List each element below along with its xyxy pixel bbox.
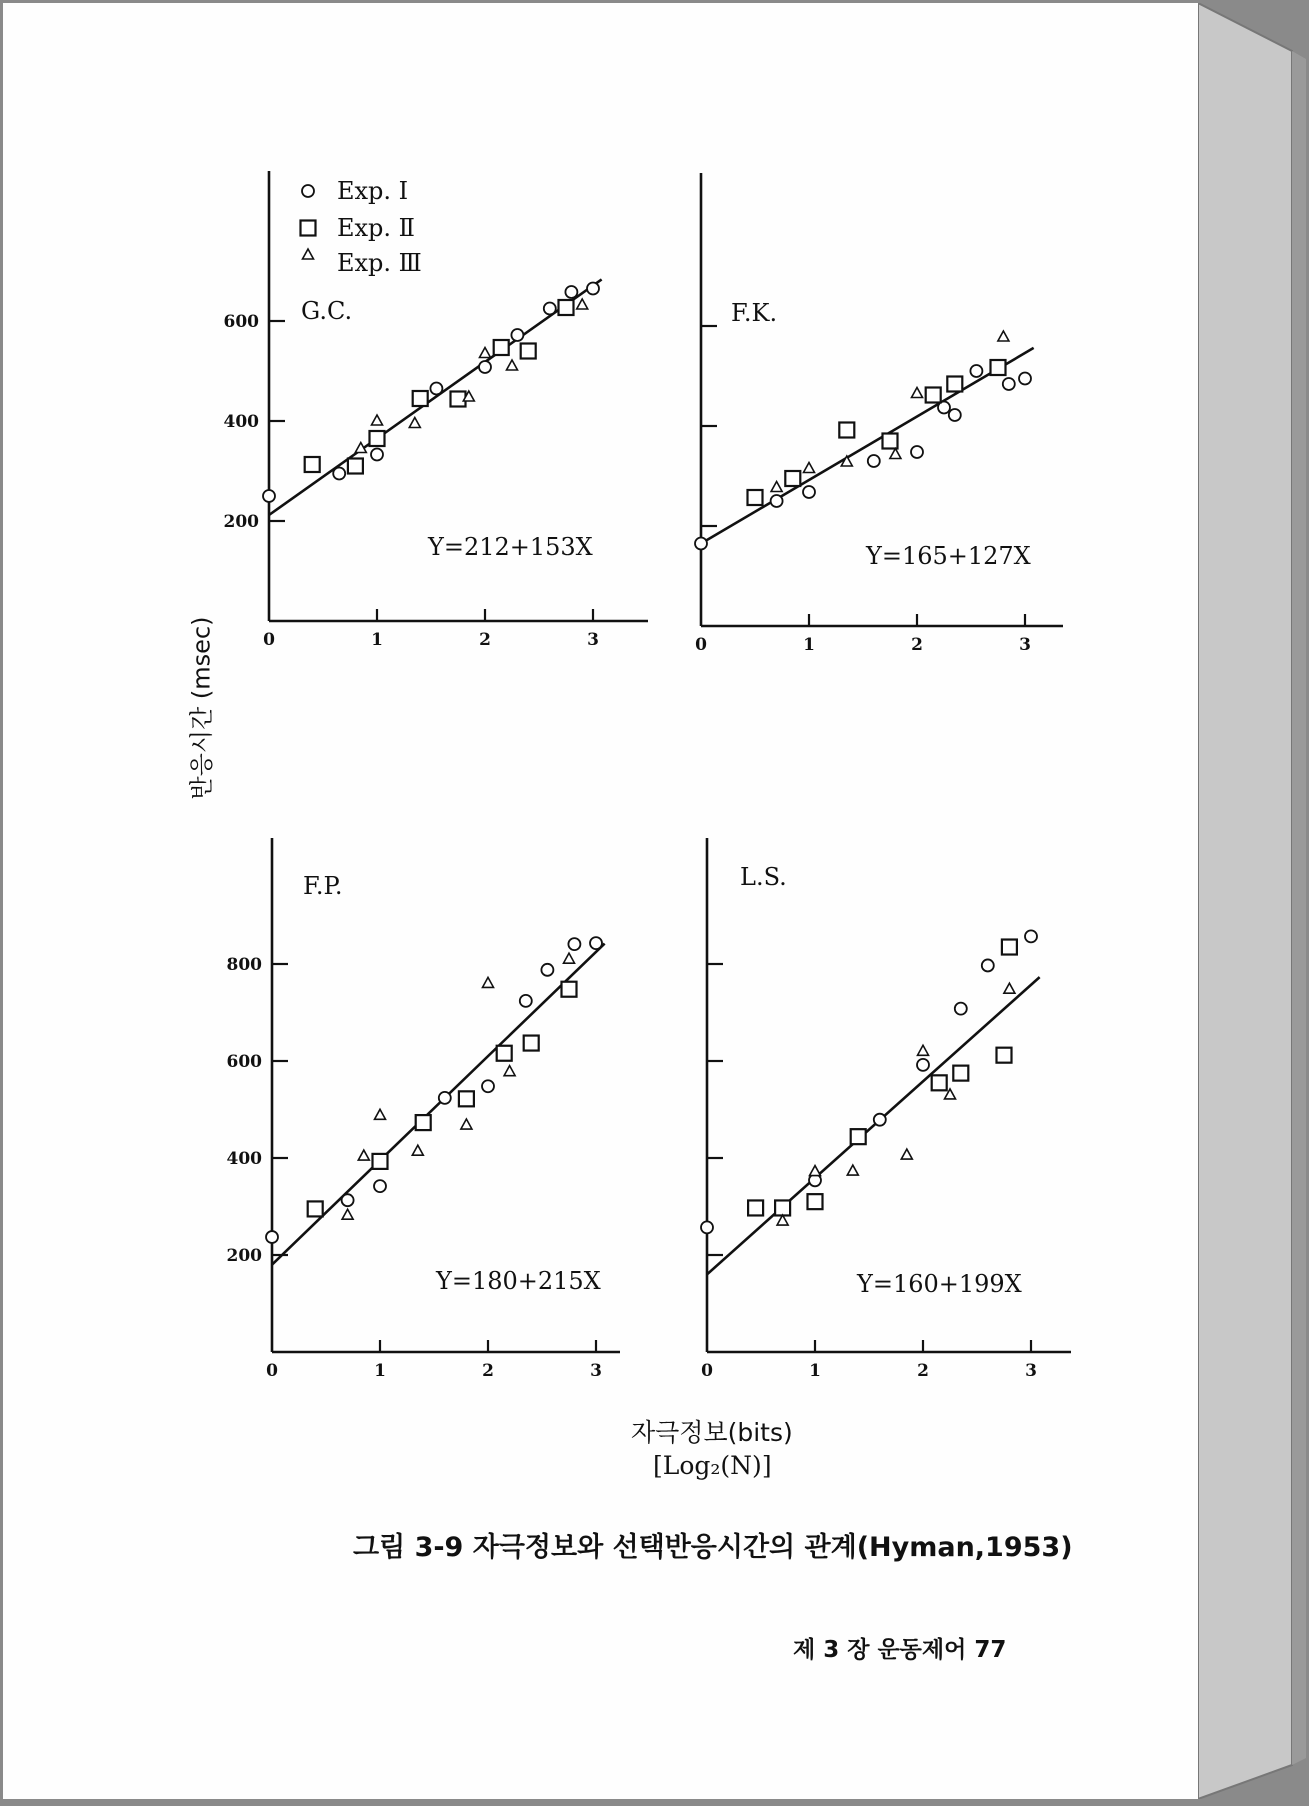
x-tick-label: 2 [482, 1361, 494, 1381]
regression-equation: Y=180+215X [436, 1267, 601, 1295]
x-tick-label: 1 [809, 1361, 821, 1381]
x-tick-label: 1 [371, 630, 383, 650]
y-axis-label: 반응시간 (msec) [187, 616, 216, 800]
x-tick-label: 2 [479, 630, 491, 650]
square-marker [1002, 940, 1017, 955]
square-marker [926, 388, 941, 403]
square-marker [953, 1066, 968, 1081]
triangle-marker [890, 449, 901, 459]
square-marker [497, 1046, 512, 1061]
square-marker [839, 423, 854, 438]
square-marker [559, 300, 574, 315]
triangle-marker [412, 1145, 423, 1155]
square-marker [775, 1200, 790, 1215]
x-tick-label: 0 [701, 1361, 713, 1381]
legend-label: Exp. Ⅱ [337, 214, 415, 242]
x-tick-label: 3 [1019, 635, 1031, 655]
y-tick-label: 600 [223, 312, 259, 332]
x-tick-label: 2 [911, 635, 923, 655]
circle-marker [1025, 930, 1037, 942]
circle-marker [1003, 378, 1015, 390]
circle-marker [590, 937, 602, 949]
square-marker [947, 377, 962, 392]
square-marker [416, 1115, 431, 1130]
circle-marker [911, 446, 923, 458]
figure-caption: 그림 3-9 자극정보와 선택반응시간의 관계(Hyman,1953) [353, 1532, 1073, 1563]
legend [301, 177, 422, 277]
square-marker [370, 431, 385, 446]
circle-marker [695, 538, 707, 550]
y-tick-label: 400 [223, 412, 259, 432]
chart-panel-1 [224, 171, 649, 650]
circle-marker [479, 361, 491, 373]
square-marker [305, 457, 320, 472]
square-marker [748, 490, 763, 505]
triangle-marker [912, 388, 923, 398]
circle-marker [868, 455, 880, 467]
x-axis-sublabel: [Log₂(N)] [653, 1451, 772, 1480]
legend-circle-icon [302, 185, 314, 197]
square-marker [494, 340, 509, 355]
legend-label: Exp. Ⅰ [337, 177, 409, 205]
x-tick-label: 0 [695, 635, 707, 655]
triangle-marker [577, 299, 588, 309]
triangle-marker [901, 1149, 912, 1159]
square-marker [851, 1129, 866, 1144]
circle-marker [544, 303, 556, 315]
triangle-marker [771, 482, 782, 492]
circle-marker [949, 409, 961, 421]
square-marker [883, 434, 898, 449]
triangle-marker [480, 348, 491, 358]
book-spine [1198, 3, 1306, 1799]
circle-marker [803, 486, 815, 498]
circle-marker [955, 1003, 967, 1015]
triangle-marker [1004, 983, 1015, 993]
chart-panel-2 [695, 173, 1063, 655]
square-marker [308, 1201, 323, 1216]
square-marker [932, 1075, 947, 1090]
circle-marker [541, 964, 553, 976]
regression-line [707, 977, 1040, 1274]
square-marker [524, 1036, 539, 1051]
square-marker [451, 392, 466, 407]
circle-marker [701, 1221, 713, 1233]
y-tick-label: 200 [223, 512, 259, 532]
circle-marker [266, 1231, 278, 1243]
triangle-marker [564, 953, 575, 963]
triangle-marker [847, 1165, 858, 1175]
regression-equation: Y=160+199X [857, 1270, 1022, 1298]
legend-square-icon [301, 221, 316, 236]
x-tick-label: 1 [374, 1361, 386, 1381]
panel-title: F.P. [303, 872, 343, 900]
circle-marker [511, 329, 523, 341]
circle-marker [874, 1114, 886, 1126]
y-tick-label: 800 [226, 955, 262, 975]
chart-panel-3 [227, 838, 621, 1381]
circle-marker [430, 383, 442, 395]
square-marker [459, 1091, 474, 1106]
square-marker [413, 391, 428, 406]
x-tick-label: 1 [803, 635, 815, 655]
square-marker [785, 471, 800, 486]
page-footer: 제 3 장 운동제어 77 [793, 1637, 1007, 1663]
triangle-marker [804, 463, 815, 473]
circle-marker [333, 468, 345, 480]
circle-marker [263, 490, 275, 502]
triangle-marker [810, 1166, 821, 1176]
panel-title: F.K. [731, 299, 778, 327]
circle-marker [587, 283, 599, 295]
square-marker [991, 360, 1006, 375]
triangle-marker [483, 977, 494, 987]
square-marker [521, 344, 536, 359]
square-marker [748, 1200, 763, 1215]
circle-marker [374, 1180, 386, 1192]
x-tick-label: 2 [917, 1361, 929, 1381]
circle-marker [565, 286, 577, 298]
x-tick-label: 3 [587, 630, 599, 650]
triangle-marker [375, 1109, 386, 1119]
y-tick-label: 600 [226, 1052, 262, 1072]
x-tick-label: 3 [590, 1361, 602, 1381]
square-marker [373, 1154, 388, 1169]
regression-equation: Y=212+153X [428, 533, 593, 561]
y-tick-label: 400 [226, 1149, 262, 1169]
panel-title: L.S. [740, 863, 787, 891]
circle-marker [771, 495, 783, 507]
chart-panel-4 [701, 838, 1071, 1381]
circle-marker [520, 995, 532, 1007]
square-marker [348, 459, 363, 474]
square-marker [808, 1194, 823, 1209]
triangle-marker [918, 1045, 929, 1055]
triangle-marker [507, 360, 518, 370]
circle-marker [982, 959, 994, 971]
triangle-marker [342, 1209, 353, 1219]
triangle-marker [409, 418, 420, 428]
triangle-marker [504, 1066, 515, 1076]
x-tick-label: 3 [1025, 1361, 1037, 1381]
x-tick-label: 0 [266, 1361, 278, 1381]
circle-marker [568, 938, 580, 950]
regression-line [701, 348, 1034, 544]
circle-marker [970, 365, 982, 377]
circle-marker [1019, 373, 1031, 385]
triangle-marker [998, 331, 1009, 341]
triangle-marker [461, 1119, 472, 1129]
circle-marker [482, 1080, 494, 1092]
square-marker [562, 982, 577, 997]
circle-marker [371, 449, 383, 461]
triangle-marker [358, 1150, 369, 1160]
legend-triangle-icon [303, 249, 314, 259]
panel-title: G.C. [301, 297, 353, 325]
regression-equation: Y=165+127X [866, 542, 1031, 570]
x-axis-label: 자극정보(bits) [631, 1418, 793, 1447]
circle-marker [342, 1194, 354, 1206]
square-marker [997, 1048, 1012, 1063]
legend-label: Exp. Ⅲ [337, 249, 422, 277]
book-page [3, 3, 1198, 1799]
x-tick-label: 0 [263, 630, 275, 650]
circle-marker [917, 1059, 929, 1071]
y-tick-label: 200 [226, 1246, 262, 1266]
circle-marker [439, 1092, 451, 1104]
triangle-marker [372, 415, 383, 425]
